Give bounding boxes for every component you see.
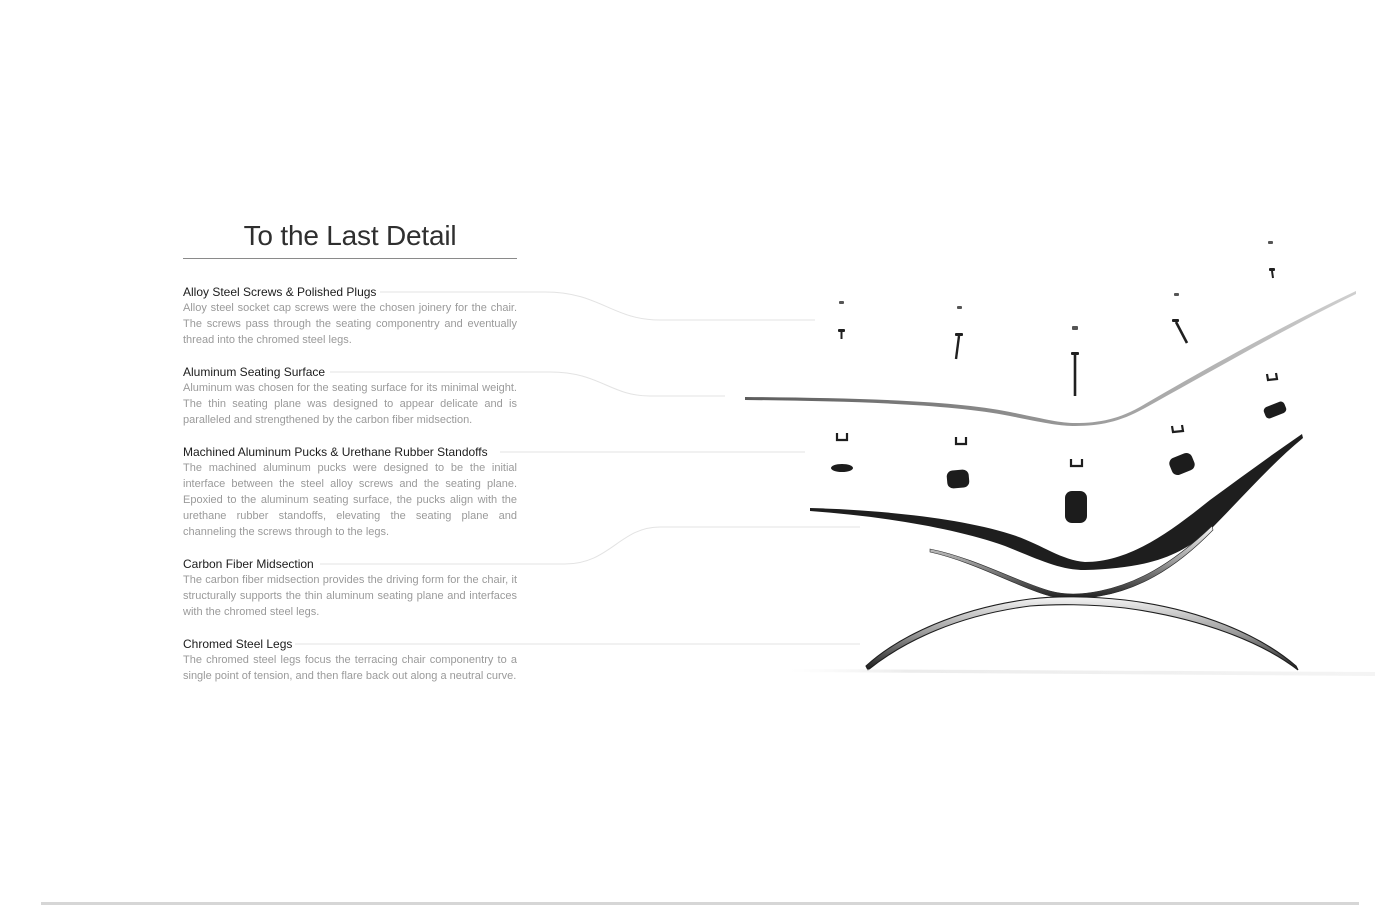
screw-3 — [1071, 326, 1079, 396]
aluminum-pucks — [837, 373, 1277, 466]
leader-line-screws — [380, 292, 815, 320]
section-body: Aluminum was chosen for the seating surface for its minimal weight. The thin seating plane was designed to appear delicate and is paralleled and strengthened by the carbon fiber midsection. — [183, 382, 517, 426]
section-body: The chromed steel legs focus the terracing chair componentry to a single point of tension, and then flare back out along a neutral curve. — [183, 654, 517, 682]
footer-divider — [41, 902, 1359, 905]
section-heading: Carbon Fiber Midsection — [183, 557, 314, 571]
section-body: The machined aluminum pucks were designed to be the initial interface between the steel alloy screws and the seating plane. Epoxied to the aluminum seating surface, the pucks align with the urethane rubber standoffs, elevating the seating plane and channeling the screws through to the legs. — [183, 462, 517, 538]
standoff-4 — [1168, 451, 1197, 477]
puck-5 — [1267, 373, 1277, 380]
standoff-2 — [946, 469, 969, 489]
section-heading: Aluminum Seating Surface — [183, 365, 326, 379]
puck-3 — [1071, 459, 1082, 466]
puck-2 — [956, 437, 966, 444]
standoff-3 — [1065, 491, 1087, 523]
ground-shadow — [790, 669, 1375, 676]
screw-1 — [838, 301, 845, 339]
puck-4 — [1172, 425, 1183, 432]
aluminum-seating-surface — [745, 291, 1356, 426]
screws — [838, 241, 1275, 396]
carbon-fiber-midsection — [810, 434, 1303, 570]
section-heading: Machined Aluminum Pucks & Urethane Rubber Standoffs — [183, 445, 488, 459]
screw-4 — [1172, 293, 1187, 343]
screw-5 — [1268, 241, 1275, 278]
section-body: Alloy steel socket cap screws were the chosen joinery for the chair. The screws pass through the seating componentry and eventually thread into the chromed steel legs. — [183, 302, 517, 346]
page-title: To the Last Detail — [243, 220, 457, 251]
section-heading: Chromed Steel Legs — [183, 637, 293, 651]
leader-line-seating-surface — [330, 372, 725, 396]
standoff-1 — [831, 464, 853, 472]
screw-2 — [955, 306, 963, 359]
section-heading: Alloy Steel Screws & Polished Plugs — [183, 285, 377, 299]
standoff-5 — [1263, 400, 1288, 419]
leader-lines — [295, 292, 860, 644]
leader-line-carbon-fiber — [320, 527, 860, 564]
section-body: The carbon fiber midsection provides the driving form for the chair, it structurally supports the thin aluminum seating plane and interfaces with the chromed steel legs. — [183, 574, 517, 618]
chromed-steel-legs — [866, 597, 1298, 670]
puck-1 — [837, 433, 847, 440]
